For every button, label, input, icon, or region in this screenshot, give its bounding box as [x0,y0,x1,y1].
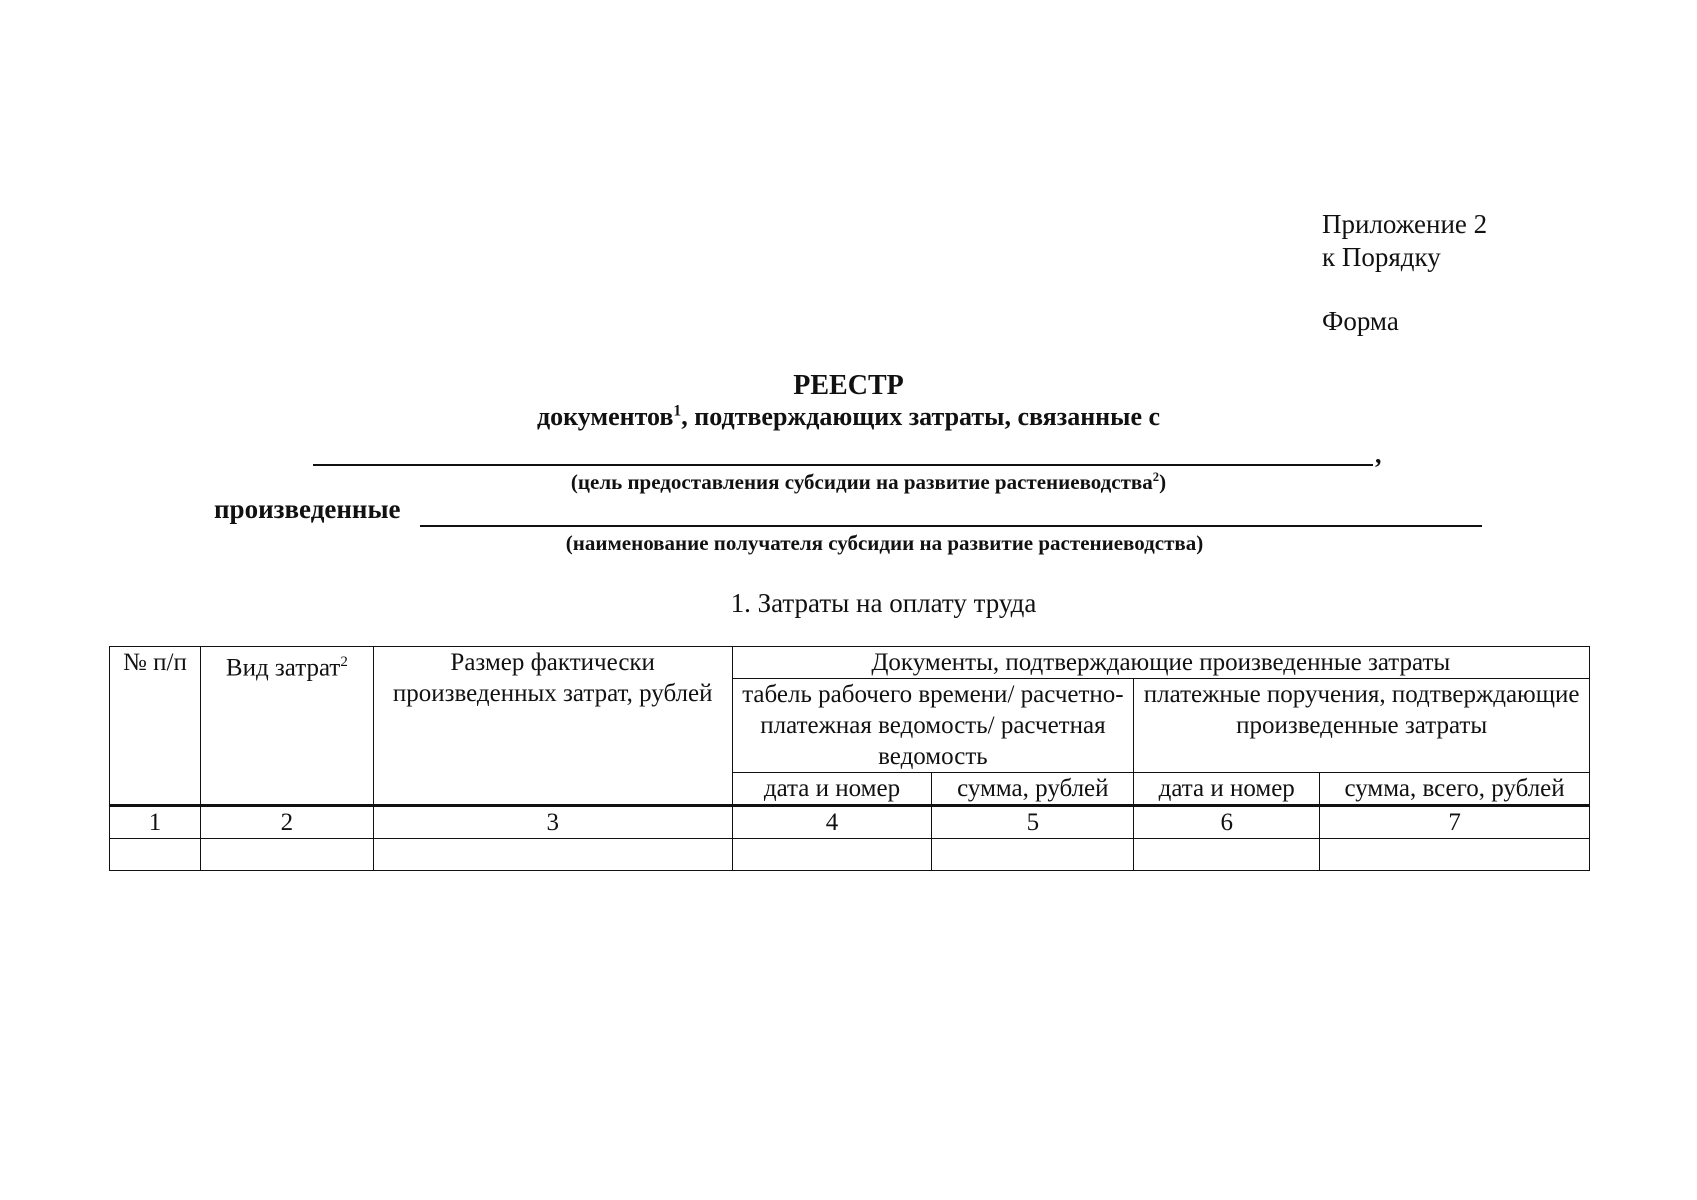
form-label: Форма [1322,306,1399,336]
table-row [110,839,1590,871]
recipient-hint: (наименование получателя субсидии на развитие растениеводства) [565,531,1204,555]
header-payment-orders: платежные поручения, подтверждающие произведенные затраты [1134,679,1590,773]
column-number: 7 [1320,806,1590,839]
table-cell [932,839,1134,871]
header-date-number: дата и номер [1134,773,1320,806]
header-actual-amount: Размер фактически произведенных затрат, рублей [373,647,732,806]
table-cell [732,839,932,871]
footnote-marker: 2 [1152,470,1160,484]
header-documents: Документы, подтверждающие произведенные затраты [732,647,1589,679]
purpose-fill-line [313,464,1373,466]
header-sum: сумма, рублей [932,773,1134,806]
purpose-hint [0,470,1697,495]
table-cell [373,839,732,871]
column-number: 2 [200,806,373,839]
column-number: 6 [1134,806,1320,839]
produced-label: произведенные [214,494,401,524]
purpose-hint-close: ) [1159,470,1167,494]
appendix-number: Приложение 2 [1322,209,1488,239]
purpose-comma: , [1375,440,1382,469]
document-subtitle [0,402,1697,432]
appendix-reference: к Порядку [1322,242,1441,272]
table-cell [110,839,201,871]
header-row [110,647,1590,679]
subtitle-rest: , подтверждающих затраты, связанные с [681,402,1161,431]
column-number-row [110,806,1590,839]
subtitle-text: документов [536,402,674,431]
footnote-marker: 1 [673,402,682,420]
table-cell [200,839,373,871]
header-date-number: дата и номер [732,773,932,806]
column-number: 3 [373,806,732,839]
table-cell [1134,839,1320,871]
header-cost-type-text: Вид затрат [225,654,341,682]
recipient-fill-line [420,525,1482,527]
header-timesheet: табель рабочего времени/ расчетно-платежная ведомость/ расчетная ведомость [732,679,1134,773]
appendix-block [1322,208,1487,274]
header-number: № п/п [110,647,201,806]
document-title: РЕЕСТР [793,370,904,401]
footnote-marker: 2 [340,654,348,670]
column-number: 1 [110,806,201,839]
section-title: 1. Затраты на оплату труда [730,588,1037,618]
purpose-hint-text: (цель предоставления субсидии на развитие растениеводства [570,470,1153,494]
header-sum-total: сумма, всего, рублей [1320,773,1590,806]
header-cost-type [200,647,373,806]
column-number: 5 [932,806,1134,839]
register-table [109,646,1590,871]
table-cell [1320,839,1590,871]
column-number: 4 [732,806,932,839]
